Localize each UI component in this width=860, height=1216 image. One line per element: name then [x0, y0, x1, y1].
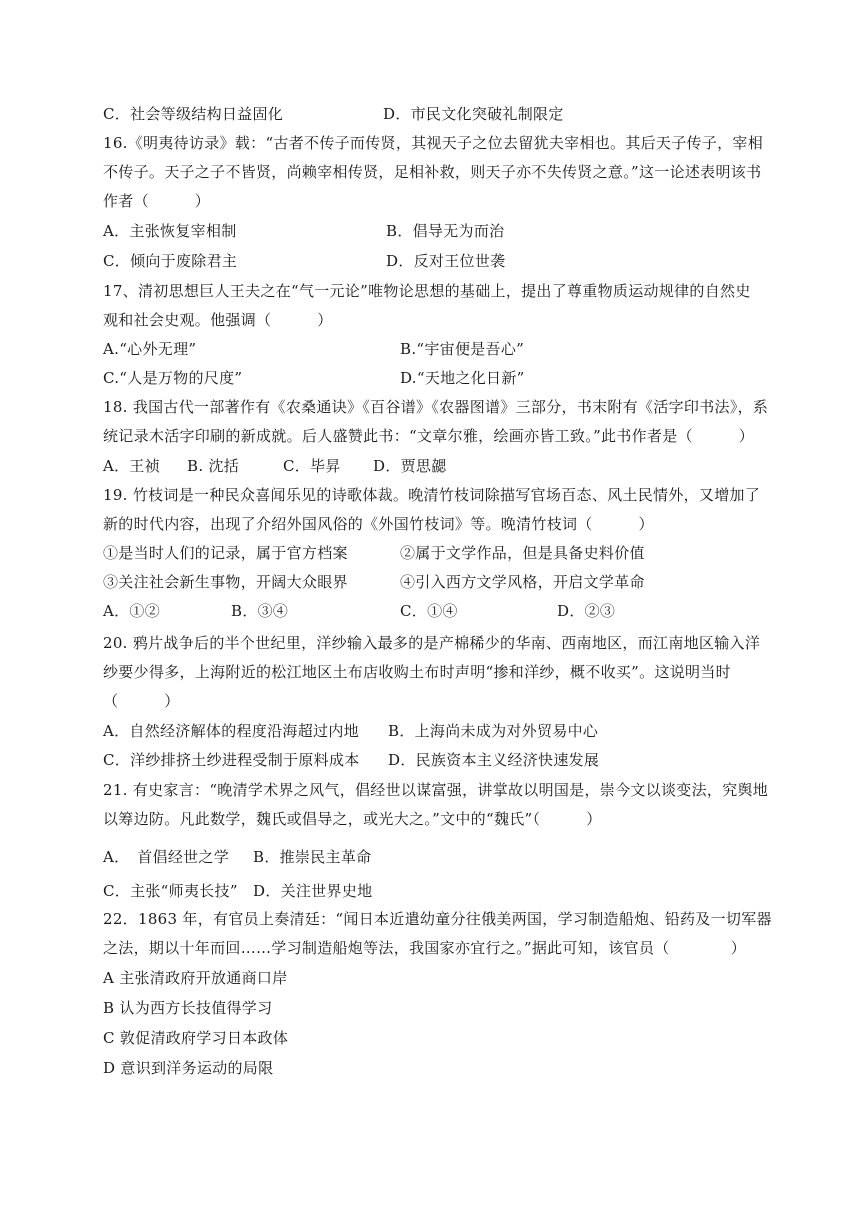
- option-d: D．民族资本主义经济快速发展: [388, 751, 600, 769]
- option-b: B．③④: [231, 602, 289, 620]
- option-b: B.“宇宙便是吾心”: [400, 340, 525, 358]
- statement-3: ③关注社会新生事物，开阔大众眼界: [103, 573, 348, 591]
- question-20-line-2: 纱要少得多，上海附近的松江地区土布店收购土布时声明“掺和洋纱，概不收买”。这说明当时: [103, 663, 731, 681]
- statement-2: ②属于文学作品，但是具备史料价值: [400, 544, 645, 562]
- option-d: D 意识到洋务运动的局限: [103, 1059, 274, 1077]
- option-d: D.“天地之化日新”: [400, 369, 525, 387]
- question-17-line-1: 17、清初思想巨人王夫之在“气一元论”唯物论思想的基础上，提出了尊重物质运动规律的自然史: [103, 282, 751, 300]
- question-21-line-1: 21. 有史家言：“晚清学术界之风气，倡经世以谋富强，讲掌故以明国是，崇今文以谈变法，究舆地: [103, 781, 769, 799]
- statement-4: ④引入西方文学风格，开启文学革命: [400, 573, 645, 591]
- option-b: B．推崇民主革命: [253, 848, 372, 866]
- question-22-line-2: 之法，期以十年而回……学习制造船炮等法，我国家亦宜行之。”据此可知，该官员（ ）: [103, 939, 747, 957]
- option-b: B．上海尚未成为对外贸易中心: [388, 722, 599, 740]
- option-c: C．倾向于废除君主: [103, 252, 238, 270]
- question-16-line-2: 不传子。天子之子不皆贤，尚赖宰相传贤，足相补救，则天子亦不失传贤之意。”这一论述表明该书: [103, 163, 762, 181]
- option-a: A．主张恢复宰相制: [103, 222, 237, 240]
- option-d: D．市民文化突破礼制限定: [383, 105, 564, 123]
- option-c: C.“人是万物的尺度”: [103, 369, 243, 387]
- option-a: A.“心外无理”: [103, 340, 197, 358]
- option-a: A．①②: [103, 602, 161, 620]
- option-c: C．社会等级结构日益固化: [103, 105, 284, 123]
- option-b: B．倡导无为而治: [386, 222, 505, 240]
- question-21-line-2: 以筹边防。凡此数学，魏氏或倡导之，或光大之。”文中的“魏氏”（ ）: [103, 810, 602, 828]
- question-16-line-3: 作者（ ）: [103, 192, 211, 210]
- option-d: D．贾思勰: [373, 457, 447, 475]
- question-20-line-1: 20. 鸦片战争后的半个世纪里，洋纱输入最多的是产棉稀少的华南、西南地区，而江南地区输入洋: [103, 634, 761, 652]
- option-a: A． 首倡经世之学: [103, 848, 230, 866]
- question-19-line-2: 新的时代内容，出现了介绍外国风俗的《外国竹枝词》等。晚清竹枝词（ ）: [103, 515, 654, 533]
- question-22-line-1: 22．1863 年，有官员上奏清廷：“闻日本近遣幼童分往俄美两国，学习制造船炮、铅药及一切军器: [103, 910, 772, 928]
- option-d: D．②③: [557, 602, 616, 620]
- question-16-line-1: 16.《明夷待访录》载：“古者不传子而传贤，其视天子之位去留犹夫宰相也。其后天子传子，宰相: [103, 134, 764, 152]
- option-c: C．洋纱排挤土纱进程受制于原料成本: [103, 751, 360, 769]
- option-d: D．关注世界史地: [253, 882, 373, 900]
- question-19-line-1: 19. 竹枝词是一种民众喜闻乐见的诗歌体裁。晚清竹枝词除描写官场百态、风土民情外，又增加了: [103, 486, 761, 504]
- option-b: B. 沈括: [187, 457, 240, 475]
- question-18-line-2: 统记录木活字印刷的新成就。后人盛赞此书：“文章尔雅，绘画亦皆工致。”此书作者是（ ）: [103, 427, 755, 445]
- option-b: B 认为西方长技值得学习: [103, 999, 273, 1017]
- option-c: C．主张“师夷长技”: [103, 882, 238, 900]
- question-18-line-1: 18. 我国古代一部著作有《农桑通诀》《百谷谱》《农器图谱》三部分，书末附有《活字印书法》，系: [103, 398, 769, 416]
- option-d: D．反对王位世袭: [386, 252, 506, 270]
- question-17-line-2: 观和社会史观。他强调（ ）: [103, 311, 333, 329]
- option-a: A 主张清政府开放通商口岸: [103, 969, 288, 987]
- option-a: A．自然经济解体的程度沿海超过内地: [103, 722, 359, 740]
- question-20-line-3: （ ）: [103, 692, 180, 710]
- option-c: C．①④: [400, 602, 458, 620]
- statement-1: ①是当时人们的记录，属于官方档案: [103, 544, 348, 562]
- option-a: A．王祯: [103, 457, 161, 475]
- option-c: C．毕昇: [283, 457, 341, 475]
- option-c: C 敦促清政府学习日本政体: [103, 1029, 289, 1047]
